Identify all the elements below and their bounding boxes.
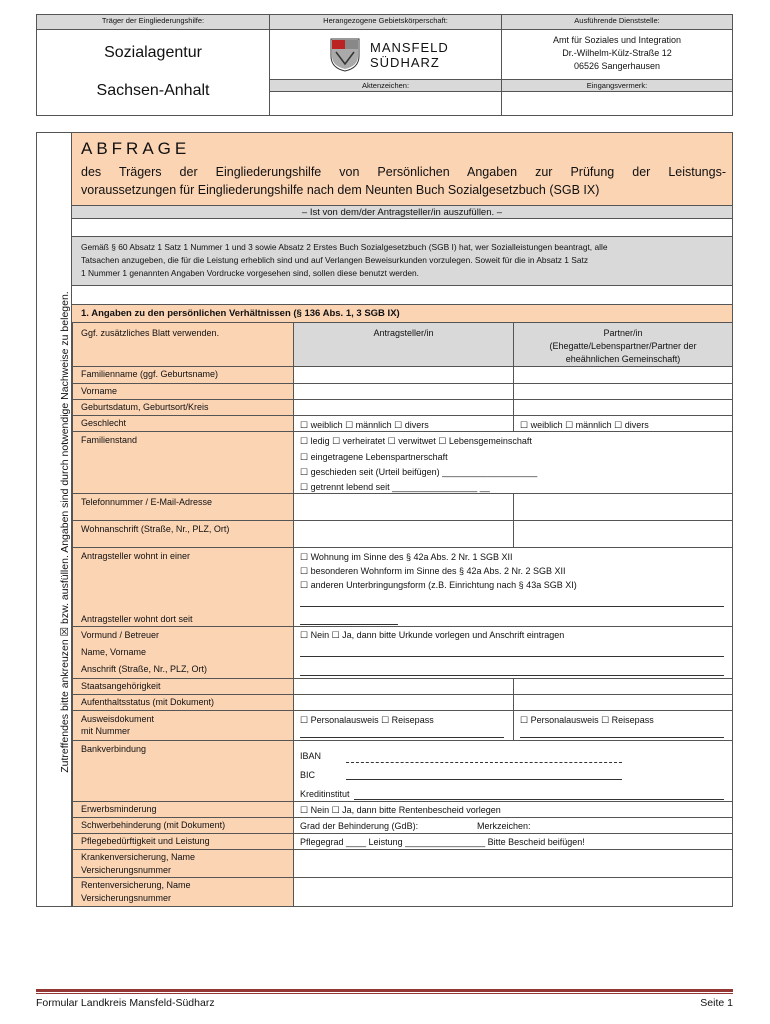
aufenthalt-partner-field[interactable] xyxy=(513,694,733,711)
geschlecht-partner-checkboxes[interactable]: ☐ weiblich ☐ männlich ☐ divers xyxy=(520,420,649,430)
familienstand-options-2[interactable]: ☐ eingetragene Lebenspartnerschaft xyxy=(300,452,448,462)
wohnform-option-3[interactable]: ☐ anderen Unterbringungsform (z.B. Einrichtung nach § 43a SGB XI) xyxy=(300,580,577,590)
vormund-name-line[interactable] xyxy=(300,656,724,657)
staat-partner-field[interactable] xyxy=(513,678,733,695)
side-instruction-text: Zutreffendes bitte ankreuzen ☒ bzw. ausfüllen. Angaben sind durch notwendige Nachweise zu belegen. xyxy=(59,291,71,773)
staat-label: Staatsangehörigkeit xyxy=(81,681,161,691)
header-label-koerperschaft: Herangezogene Gebietskörperschaft: xyxy=(269,14,502,30)
wohnt-seit-label: Antragsteller wohnt dort seit xyxy=(81,614,193,624)
iban-line[interactable] xyxy=(346,762,622,763)
agency-name-line1: Sozialagentur xyxy=(104,44,202,61)
ausweis-label-2: mit Nummer xyxy=(81,726,130,736)
erwerb-label: Erwerbsminderung xyxy=(81,804,157,814)
aufenthalt-applicant-field[interactable] xyxy=(293,694,514,711)
familienname-partner-field[interactable] xyxy=(513,366,733,384)
iban-label: IBAN xyxy=(300,751,322,761)
name-vorname-label: Name, Vorname xyxy=(81,647,147,657)
bank-label: Bankverbindung xyxy=(81,744,147,754)
geschlecht-applicant-checkboxes[interactable]: ☐ weiblich ☐ männlich ☐ divers xyxy=(300,420,429,430)
header-label-dienststelle: Ausführende Dienststelle: xyxy=(501,14,733,30)
logo-text-line2: SÜDHARZ xyxy=(370,55,440,70)
gdb-label[interactable]: Grad der Behinderung (GdB): xyxy=(300,821,419,831)
office-line1: Amt für Soziales und Integration xyxy=(552,35,682,45)
kranken-label-2: Versicherungsnummer xyxy=(81,865,172,875)
wohnanschrift-applicant-field[interactable] xyxy=(293,520,514,548)
footer-rule xyxy=(36,989,733,992)
vorname-label: Vorname xyxy=(81,386,118,396)
footer-right: Seite 1 xyxy=(700,997,733,1009)
col-partner-label-1: Partner/in xyxy=(603,328,643,338)
renten-label-2: Versicherungsnummer xyxy=(81,893,172,903)
kreditinstitut-line[interactable] xyxy=(354,799,724,800)
header-label-traeger: Träger der Eingliederungshilfe: xyxy=(36,14,270,30)
kreditinstitut-label: Kreditinstitut xyxy=(300,789,350,799)
telefon-applicant-field[interactable] xyxy=(293,493,514,521)
vorname-applicant-field[interactable] xyxy=(293,383,514,400)
merkzeichen-label[interactable]: Merkzeichen: xyxy=(477,821,531,831)
wohnform-other-line[interactable] xyxy=(300,606,724,607)
ausweis-partner-options[interactable]: ☐ Personalausweis ☐ Reisepass xyxy=(520,715,654,725)
eingangsvermerk-field[interactable] xyxy=(501,91,733,116)
kranken-field[interactable] xyxy=(293,849,733,878)
geburtsdatum-label: Geburtsdatum, Geburtsort/Kreis xyxy=(81,402,209,412)
vorname-partner-field[interactable] xyxy=(513,383,733,400)
footer-rule-thin xyxy=(36,993,733,994)
familienstand-label: Familienstand xyxy=(81,435,138,445)
ausweis-applicant-line[interactable] xyxy=(300,737,504,738)
wohnt-seit-line[interactable] xyxy=(300,624,398,625)
eingangsvermerk-label: Eingangsvermerk: xyxy=(501,79,733,92)
agency-name-line2: Sachsen-Anhalt xyxy=(96,82,210,99)
title-heading: ABFRAGE xyxy=(81,139,191,158)
title-line1: des Trägers der Eingliederungshilfe von Persönlichen Angaben zur Prüfung der Leistungs- xyxy=(81,165,726,179)
coat-of-arms-icon xyxy=(330,38,360,72)
col-partner-label-2: (Ehegatte/Lebenspartner/Partner der xyxy=(549,341,697,351)
vormund-options[interactable]: ☐ Nein ☐ Ja, dann bitte Urkunde vorlegen und Anschrift eintragen xyxy=(300,630,565,640)
header-agency-cell xyxy=(36,29,270,116)
familienname-applicant-field[interactable] xyxy=(293,366,514,384)
aktenzeichen-field[interactable] xyxy=(269,91,502,116)
col-applicant-label: Antragsteller/in xyxy=(373,328,434,338)
vormund-address-line[interactable] xyxy=(300,675,724,676)
intro-line2: Tatsachen anzugeben, die für die Leistung erheblich sind und auf Verlangen Beweisurkunden vorzulegen. Soweit für die in Absatz 1 Satz xyxy=(81,255,589,265)
familienname-label: Familienname (ggf. Geburtsname) xyxy=(81,369,219,379)
title-line2: voraussetzungen für Eingliederungshilfe nach dem Neunten Buch Sozialgesetzbuch (SGB IX) xyxy=(81,183,600,197)
logo-text-line1: MANSFELD xyxy=(370,40,449,55)
col-partner-label-3: eheähnlichen Gemeinschaft) xyxy=(565,354,681,364)
extra-sheet-note: Ggf. zusätzliches Blatt verwenden. xyxy=(81,328,220,338)
wohnform-option-2[interactable]: ☐ besonderen Wohnform im Sinne des § 42a Abs. 2 Nr. 2 SGB XII xyxy=(300,566,566,576)
familienstand-options-4[interactable]: ☐ getrennt lebend seit _________________ __ xyxy=(300,482,490,492)
ausweis-partner-line[interactable] xyxy=(520,737,724,738)
wohnanschrift-partner-field[interactable] xyxy=(513,520,733,548)
telefon-label: Telefonnummer / E-Mail-Adresse xyxy=(81,497,213,507)
kranken-label-1: Krankenversicherung, Name xyxy=(81,852,196,862)
pflege-label: Pflegebedürftigkeit und Leistung xyxy=(81,836,210,846)
staat-applicant-field[interactable] xyxy=(293,678,514,695)
bic-line[interactable] xyxy=(346,779,622,780)
pflege-options[interactable]: Pflegegrad ____ Leistung ________________ Bitte Bescheid beifügen! xyxy=(300,837,585,847)
familienstand-options-3[interactable]: ☐ geschieden seit (Urteil beifügen) ___________________ xyxy=(300,467,538,477)
wohnt-in-label: Antragsteller wohnt in einer xyxy=(81,551,191,561)
ausweis-label-1: Ausweisdokument xyxy=(81,714,155,724)
telefon-partner-field[interactable] xyxy=(513,493,733,521)
footer-left: Formular Landkreis Mansfeld-Südharz xyxy=(36,997,215,1009)
bic-label: BIC xyxy=(300,770,316,780)
schwer-label: Schwerbehinderung (mit Dokument) xyxy=(81,820,226,830)
anschrift-label: Anschrift (Straße, Nr., PLZ, Ort) xyxy=(81,664,208,674)
renten-field[interactable] xyxy=(293,877,733,907)
vormund-label: Vormund / Betreuer xyxy=(81,630,160,640)
ausweis-applicant-options[interactable]: ☐ Personalausweis ☐ Reisepass xyxy=(300,715,434,725)
geschlecht-label: Geschlecht xyxy=(81,418,127,428)
bank-cell xyxy=(293,740,733,802)
renten-label-1: Rentenversicherung, Name xyxy=(81,880,191,890)
intro-line1: Gemäß § 60 Absatz 1 Satz 1 Nummer 1 und 3 sowie Absatz 2 Erstes Buch Sozialgesetzbuch (SGB I) hat, wer Sozialleistungen beantragt, alle xyxy=(81,242,608,252)
wohnanschrift-label: Wohnanschrift (Straße, Nr., PLZ, Ort) xyxy=(81,524,230,534)
title-note: – Ist von dem/der Antragsteller/in auszufüllen. – xyxy=(72,205,732,219)
intro-line3: 1 Nummer 1 genannten Angaben Vordrucke vorgesehen sind, sollen diese benutzt werden. xyxy=(81,268,420,278)
aufenthalt-label: Aufenthaltsstatus (mit Dokument) xyxy=(81,697,215,707)
office-line2: Dr.-Wilhelm-Külz-Straße 12 xyxy=(562,48,672,58)
office-line3: 06526 Sangerhausen xyxy=(573,61,661,71)
familienstand-options-1[interactable]: ☐ ledig ☐ verheiratet ☐ verwitwet ☐ Lebensgemeinschaft xyxy=(300,436,532,446)
erwerb-options[interactable]: ☐ Nein ☐ Ja, dann bitte Rentenbescheid vorlegen xyxy=(300,805,501,815)
geburtsdatum-partner-field[interactable] xyxy=(513,399,733,416)
aktenzeichen-label: Aktenzeichen: xyxy=(269,79,502,92)
section-title-text: 1. Angaben zu den persönlichen Verhältnissen (§ 136 Abs. 1, 3 SGB IX) xyxy=(81,308,400,319)
geburtsdatum-applicant-field[interactable] xyxy=(293,399,514,416)
wohnform-option-1[interactable]: ☐ Wohnung im Sinne des § 42a Abs. 2 Nr. 1 SGB XII xyxy=(300,552,513,562)
